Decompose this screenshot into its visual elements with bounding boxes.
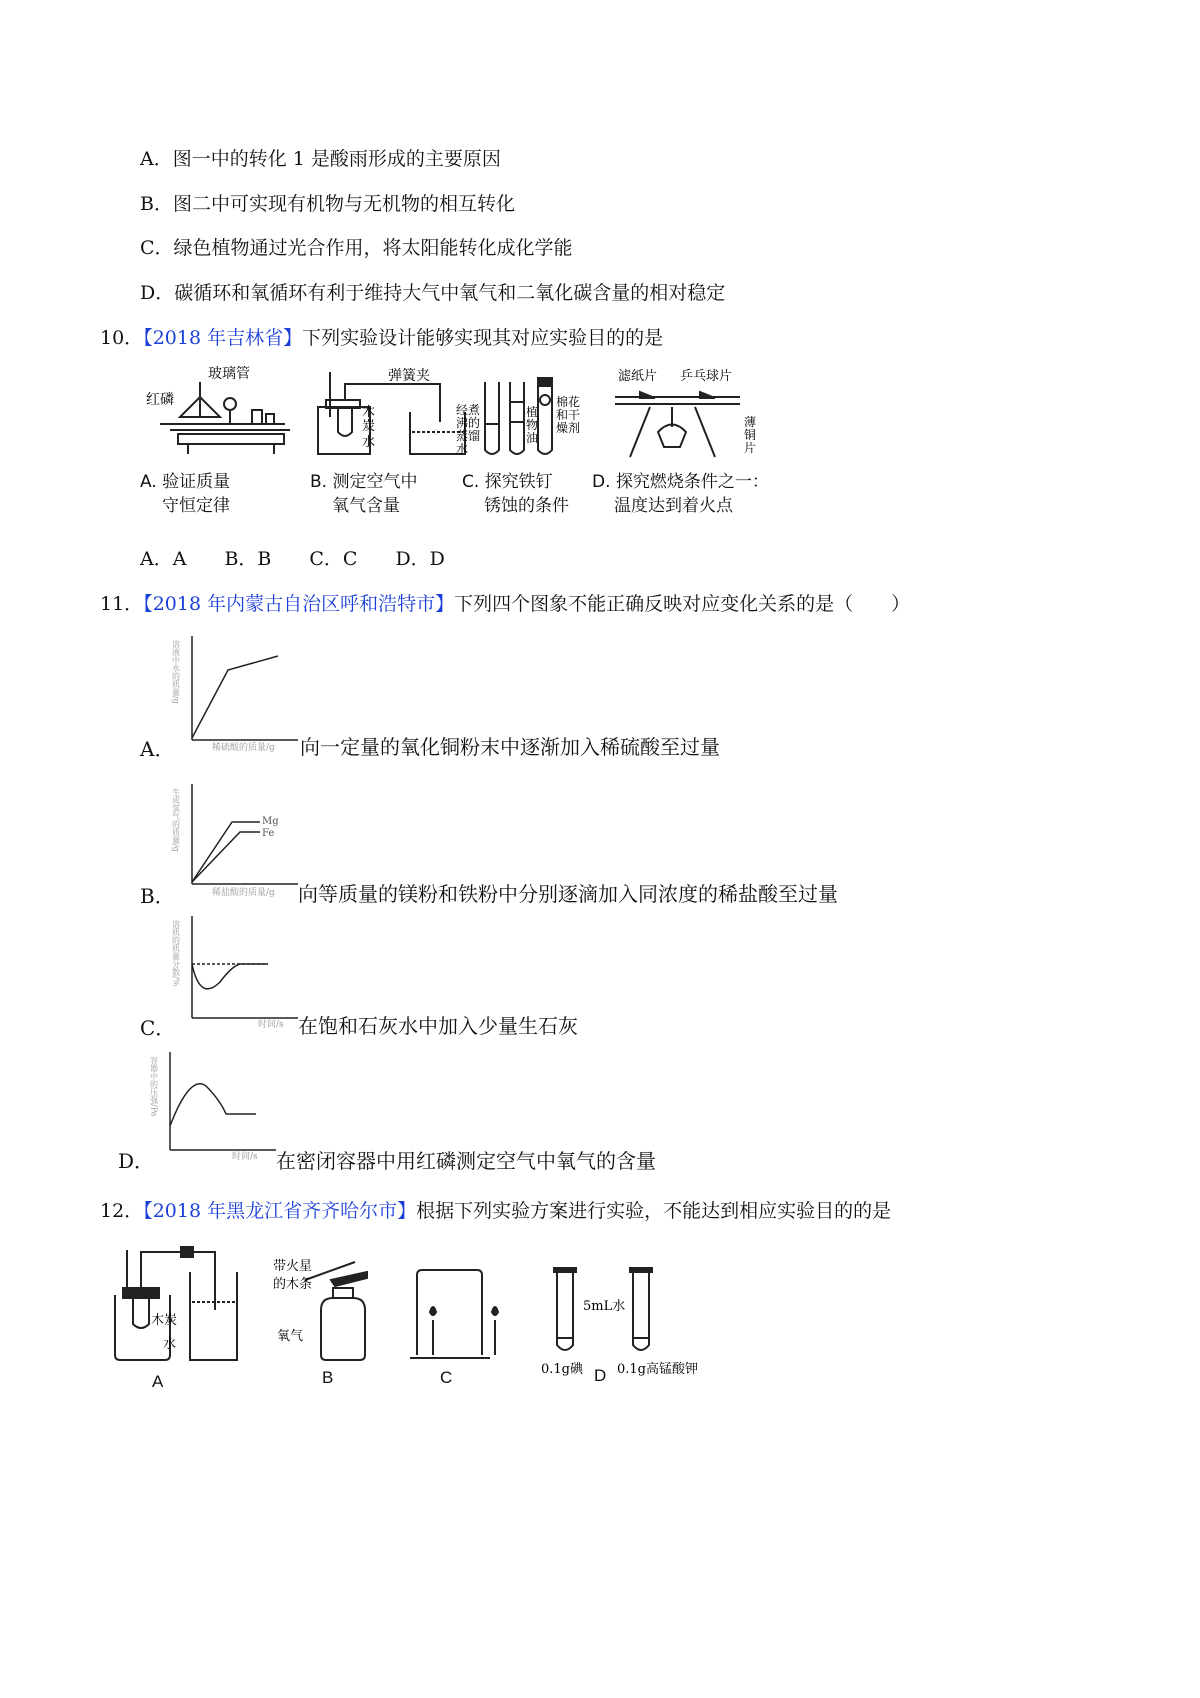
- q10-label-oil3: 油: [526, 431, 539, 445]
- q11-option-b-text: 向等质量的镁粉和铁粉中分别逐滴加入同浓度的稀盐酸至过量: [298, 882, 838, 906]
- q12-label-iodine: 0.1g碘: [541, 1362, 583, 1377]
- graph-ylabel: 溶液中水的质量/g: [171, 640, 181, 704]
- q10-label-cotton2: 和干: [556, 408, 581, 422]
- q10-stem-line: [100, 323, 663, 350]
- q10-label-paper: 滤纸片: [618, 369, 658, 384]
- q12-label-splint2: 的木条: [273, 1277, 313, 1292]
- q11-option-c-text: 在饱和石灰水中加入少量生石灰: [298, 1014, 578, 1038]
- question-stem: 下列四个图象不能正确反映对应变化关系的是（ ）: [454, 593, 911, 615]
- q12-panel-label-c: C: [440, 1368, 453, 1387]
- q10-label-p: 红磷: [146, 392, 174, 408]
- q11-option-a-label: A．: [140, 737, 175, 761]
- q10-apparatus-drawings: [140, 362, 760, 462]
- q10-label-water2: 沸的: [456, 416, 481, 430]
- q10-label-cu3: 片: [744, 441, 757, 455]
- q9-option-c: C．绿色植物通过光合作用，将太阳能转化成化学能: [140, 237, 573, 259]
- q10-caption-c: [462, 470, 569, 518]
- question-source: 【2018 年吉林省】: [143, 327, 303, 349]
- caption-line: 守恒定律: [162, 496, 230, 516]
- q11-graph-c: [170, 910, 300, 1030]
- caption-line: D. 探究燃烧条件之一：: [592, 472, 769, 492]
- question-stem: 根据下列实验方案进行实验，不能达到相应实验目的的是: [416, 1200, 892, 1222]
- graph-series-fe: Fe: [262, 828, 275, 839]
- question-number: 11．: [100, 593, 144, 615]
- q9-option-d: D．碳循环和氧循环有利于维持大气中氧气和二氧化碳含量的相对稳定: [140, 282, 726, 304]
- q10-caption-d: [592, 470, 769, 518]
- q10-label-c2: 炭: [362, 419, 376, 434]
- q11-option-d-text: 在密闭容器中用红磷测定空气中氧气的含量: [276, 1149, 656, 1173]
- q11-graph-d: [148, 1046, 278, 1164]
- caption-line: C. 探究铁钉: [462, 472, 553, 492]
- q10-caption-a: [140, 470, 230, 518]
- q12-label-kmno4: 0.1g高锰酸钾: [617, 1362, 698, 1377]
- q10-label-ball: 乒乓球片: [680, 369, 733, 384]
- q12-figure: [105, 1240, 705, 1390]
- q12-label-oxygen: 氧气: [277, 1329, 304, 1344]
- graph-ylabel: 容器中的压强/Pa: [149, 1056, 159, 1117]
- q11-option-a-text: 向一定量的氧化铜粉末中逐渐加入稀硫酸至过量: [300, 735, 720, 759]
- question-number: 12．: [100, 1200, 144, 1222]
- q11-option-b-label: B．: [140, 884, 175, 908]
- graph-xlabel: 时间/s: [258, 1020, 284, 1030]
- q10-label-cu2: 铜: [744, 428, 757, 442]
- q12-stem-line: [100, 1196, 891, 1223]
- q10-label-cotton1: 棉花: [556, 395, 581, 409]
- q10-label-water4: 水: [456, 442, 469, 456]
- q12-label-splint1: 带火星: [273, 1259, 313, 1274]
- q11-graph-b: [170, 778, 300, 898]
- q10-label-w: 水: [362, 435, 376, 450]
- caption-line: 温度达到着火点: [614, 496, 733, 516]
- q10-label-tube: 玻璃管: [208, 366, 250, 382]
- q12-label-water: 水: [163, 1337, 177, 1352]
- graph-xlabel: 稀盐酸的质量/g: [212, 888, 275, 898]
- graph-ylabel: 生成氢气的质量/g: [171, 788, 181, 852]
- q10-label-c1: 木: [362, 405, 376, 420]
- q12-panel-label-d: D: [594, 1366, 607, 1385]
- q11-option-c-label: C．: [140, 1016, 176, 1040]
- graph-xlabel: 时间/s: [232, 1152, 258, 1162]
- question-number: 10．: [100, 327, 144, 349]
- q10-label-cotton3: 燥剂: [556, 421, 581, 435]
- q12-panel-label-b: B: [322, 1368, 334, 1387]
- q12-label-5ml: 5mL水: [583, 1299, 626, 1314]
- caption-line: B. 测定空气中: [310, 472, 418, 492]
- q10-label-oil1: 植: [526, 405, 539, 419]
- question-source: 【2018 年黑龙江省齐齐哈尔市】: [143, 1200, 417, 1222]
- q10-label-oil2: 物: [526, 418, 539, 432]
- q10-label-water1: 经煮: [456, 403, 481, 417]
- q11-stem-line: [100, 589, 910, 616]
- q10-label-clip: 弹簧夹: [388, 368, 430, 384]
- q11-graph-a: [170, 628, 300, 752]
- q9-option-a: A．图一中的转化 1 是酸雨形成的主要原因: [140, 148, 501, 170]
- q10-caption-b: [310, 470, 417, 518]
- graph-ylabel: 溶质的质量分数/%: [171, 920, 181, 987]
- graph-xlabel: 稀硫酸的质量/g: [212, 743, 275, 752]
- q11-option-d-label: D．: [118, 1149, 155, 1173]
- question-stem: 下列实验设计能够实现其对应实验目的的是: [302, 327, 664, 349]
- q12-panel-label-a: A: [152, 1372, 164, 1391]
- caption-line: A. 验证质量: [140, 472, 231, 492]
- caption-line: 氧气含量: [332, 496, 400, 516]
- caption-line: 锈蚀的条件: [484, 496, 569, 516]
- q10-label-water3: 蒸馏: [456, 429, 481, 443]
- q12-label-carbon: 木炭: [151, 1313, 178, 1328]
- q10-figure: [140, 362, 769, 527]
- question-source: 【2018 年内蒙古自治区呼和浩特市】: [143, 593, 455, 615]
- q10-answer-choices: A．A B．B C．C D．D: [140, 548, 445, 570]
- q9-option-b: B．图二中可实现有机物与无机物的相互转化: [140, 193, 515, 215]
- q10-label-cu1: 薄: [744, 415, 757, 429]
- graph-series-mg: Mg: [262, 816, 279, 827]
